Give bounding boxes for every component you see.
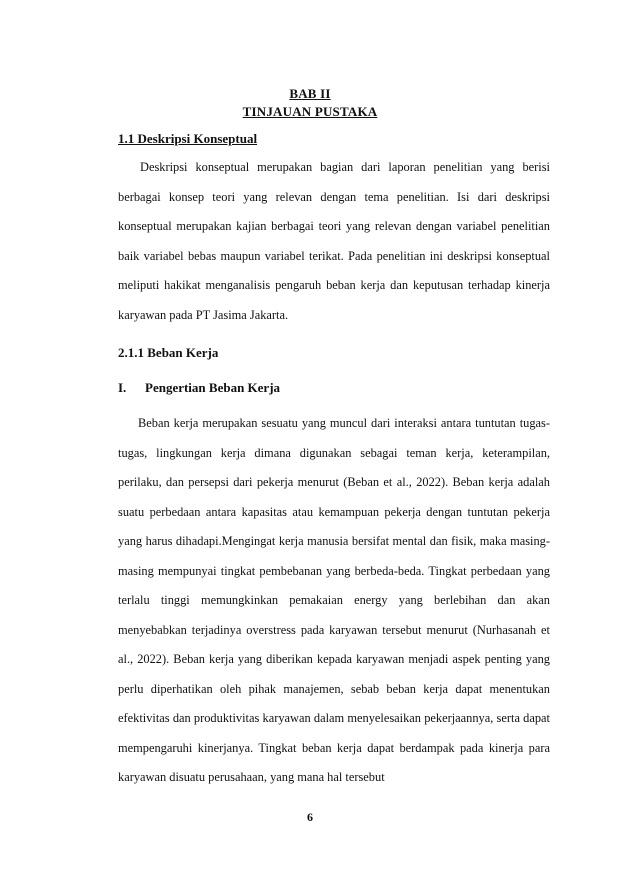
- item-paragraph: Beban kerja merupakan sesuatu yang muncul dari interaksi antara tuntutan tugas-tugas, lingkungan kerja dimana digunakan sebagai teman kerja, keterampilan, perilaku, dan persepsi dari pekerja menurut (Beban et al., 2022). Beban kerja adalah suatu perbedaan antara kapasitas atau kemampuan pekerja dengan tuntutan pekerja yang harus dihadapi.Mengingat kerja manusia bersifat mental dan fisik, maka masing-masing mempunyai tingkat pembebanan yang berbeda-beda. Tingkat perbedaan yang terlalu tinggi memungkinkan pemakaian energy yang berlebihan dan akan menyebabkan terjadinya overstress pada karyawan tersebut menurut (Nurhasanah et al., 2022). Beban kerja yang diberikan kepada karyawan menjadi aspek penting yang perlu diperhatikan oleh pihak manajemen, sebab beban kerja dapat menentukan efektivitas dan produktivitas karyawan dalam menyelesaikan pekerjaannya, serta dapat mempengaruhi kinerjanya. Tingkat beban kerja dapat berdampak pada kinerja para karyawan disuatu perusahaan, yang mana hal tersebut: [118, 416, 550, 784]
- section-heading: 1.1 Deskripsi Konseptual: [118, 131, 258, 146]
- item-title: Pengertian Beban Kerja: [145, 380, 281, 395]
- item-heading: [118, 380, 280, 396]
- page-number: 6: [307, 810, 313, 824]
- section-paragraph: Deskripsi konseptual merupakan bagian dari laporan penelitian yang berisi berbagai konsep teori yang relevan dengan tema penelitian. Isi dari deskripsi konseptual merupakan kajian berbagai teori yang relevan dengan variabel penelitian baik variabel bebas maupun variabel terikat. Pada penelitian ini deskripsi konseptual meliputi hakikat menganalisis pengaruh beban kerja dan keputusan terhadap kinerja karyawan pada PT Jasima Jakarta.: [118, 160, 550, 322]
- subsection-heading: 2.1.1 Beban Kerja: [118, 345, 219, 360]
- item-number: I.: [118, 380, 127, 395]
- chapter-title: TINJAUAN PUSTAKA: [242, 104, 378, 119]
- chapter-number: BAB II: [289, 86, 331, 101]
